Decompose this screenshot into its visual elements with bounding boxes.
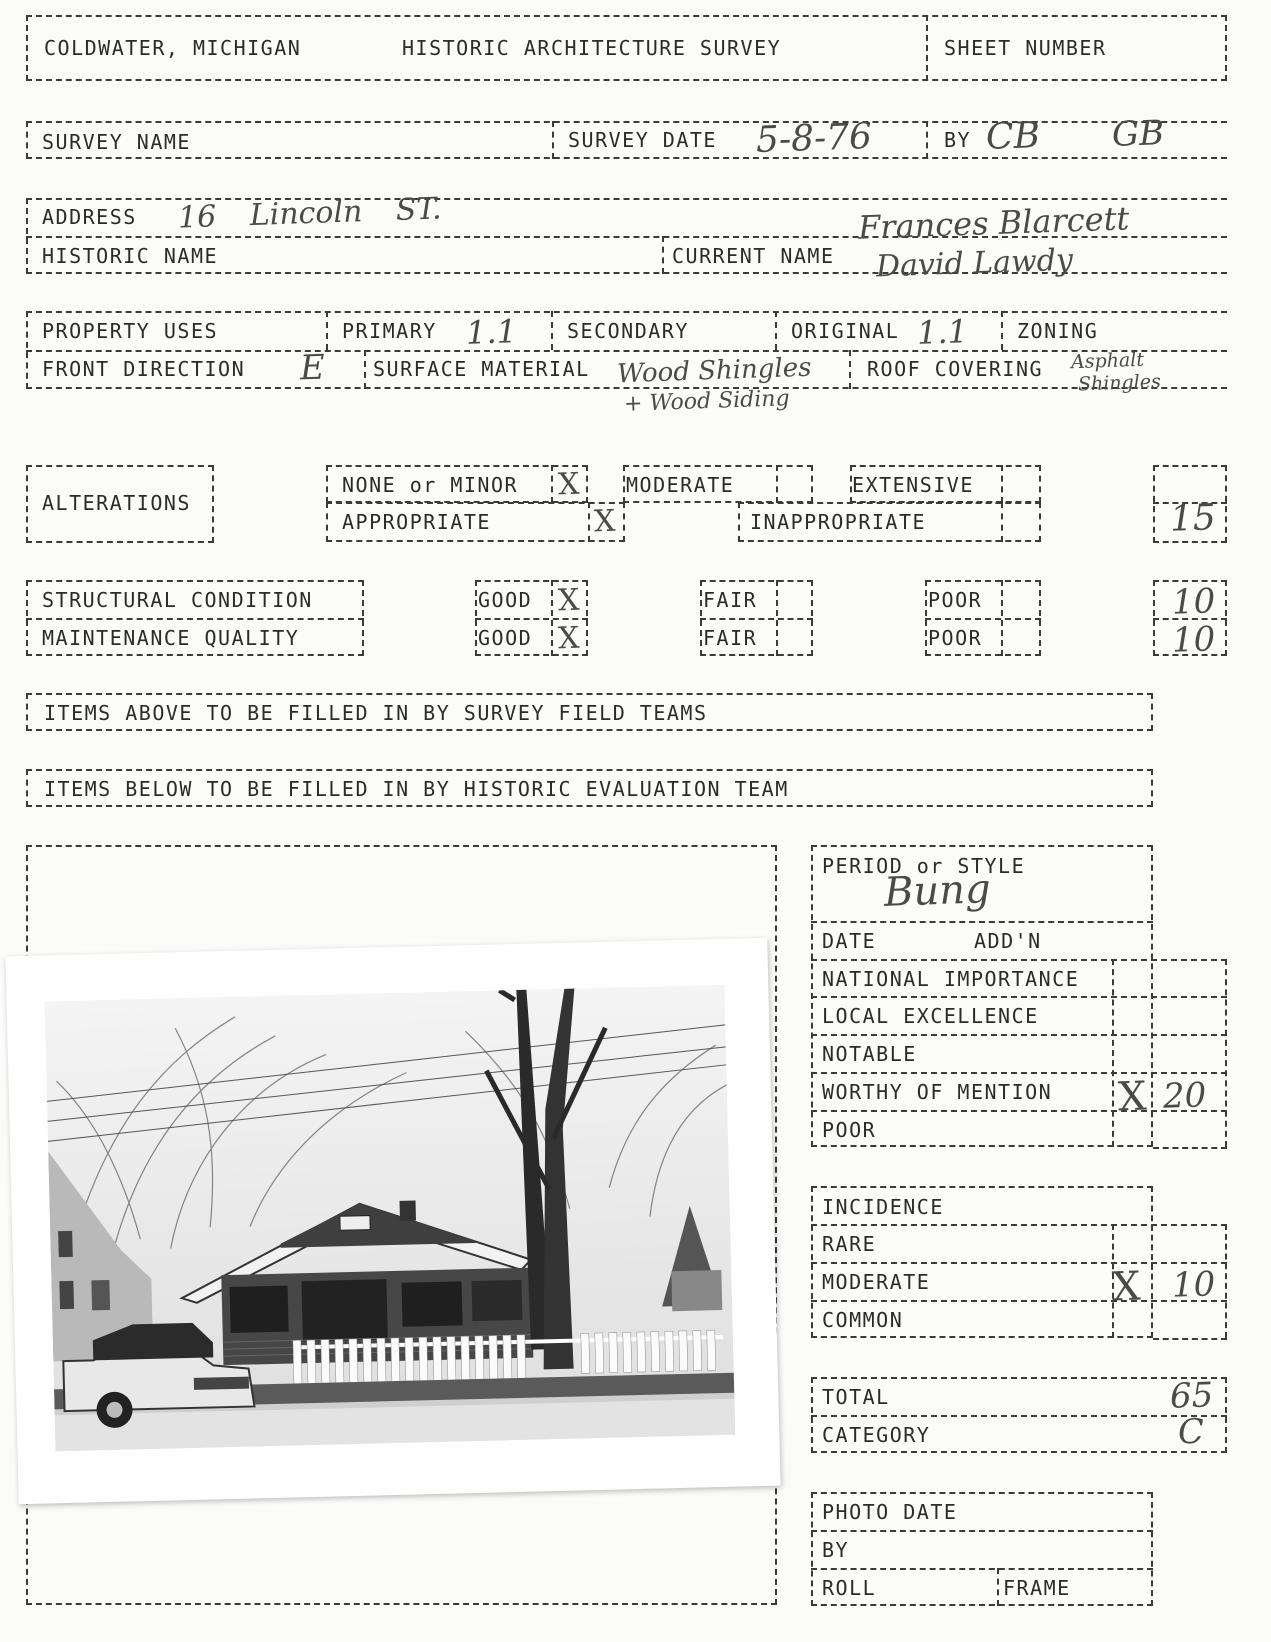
date-label: DATE [822, 929, 877, 953]
none-minor-mark: X [557, 466, 580, 503]
rare-label: RARE [822, 1232, 877, 1256]
worthy-mark: X [1117, 1073, 1148, 1121]
current-name-label: CURRENT NAME [672, 244, 835, 268]
structural-poor-label: POOR [928, 588, 983, 612]
incidence-mark: X [1111, 1263, 1142, 1311]
maintenance-fair-label: FAIR [703, 626, 758, 650]
survey-name-label: SURVEY NAME [42, 130, 191, 154]
structural-fair-label: FAIR [703, 588, 758, 612]
evaluation-poor-label: POOR [822, 1118, 877, 1142]
house-photo-image [45, 985, 736, 1451]
address-label: ADDRESS [42, 205, 137, 229]
moderate-label: MODERATE [626, 473, 735, 497]
alterations-score: 15 [1169, 497, 1217, 540]
structural-good-label: GOOD [478, 588, 533, 612]
national-importance-label: NATIONAL IMPORTANCE [822, 967, 1080, 991]
survey-title: HISTORIC ARCHITECTURE SURVEY [402, 36, 782, 60]
by-value-2: GB [1111, 113, 1165, 155]
zoning-label: ZONING [1017, 319, 1099, 343]
addn-label: ADD'N [974, 929, 1042, 953]
structural-good-mark: X [557, 582, 580, 619]
sheet-number-label: SHEET NUMBER [944, 36, 1107, 60]
category-value: C [1177, 1411, 1205, 1453]
historic-name-label: HISTORIC NAME [42, 244, 219, 268]
structural-score: 10 [1171, 581, 1216, 623]
current-name-value-2: David Lawdy [875, 242, 1074, 285]
maintenance-score: 10 [1171, 619, 1216, 661]
category-label: CATEGORY [822, 1423, 931, 1447]
roll-label: ROLL [822, 1576, 877, 1600]
appropriate-mark: X [593, 503, 616, 540]
photo-date-label: PHOTO DATE [822, 1500, 958, 1524]
roof-covering-value-2: Shingles [1077, 370, 1162, 396]
note-below: ITEMS BELOW TO BE FILLED IN BY HISTORIC EVALUATION TEAM [44, 777, 789, 801]
surface-material-value-1: Wood Shingles [616, 352, 812, 390]
local-excellence-label: LOCAL EXCELLENCE [822, 1004, 1039, 1028]
house-photograph [5, 938, 780, 1504]
surface-material-label: SURFACE MATERIAL [373, 357, 590, 381]
total-label: TOTAL [822, 1385, 890, 1409]
incidence-score: 10 [1171, 1264, 1216, 1306]
address-value: 16 Lincoln ST. [177, 191, 443, 236]
worthy-score: 20 [1162, 1075, 1207, 1117]
maintenance-good-mark: X [557, 620, 580, 657]
maintenance-quality-label: MAINTENANCE QUALITY [42, 626, 300, 650]
primary-value: 1.1 [465, 312, 518, 352]
period-style-label: PERIOD or STYLE [822, 854, 1026, 878]
photo-by-label: BY [822, 1538, 850, 1562]
survey-date-label: SURVEY DATE [568, 128, 717, 152]
alterations-label: ALTERATIONS [42, 491, 191, 515]
roof-covering-label: ROOF COVERING [867, 357, 1044, 381]
extensive-label: EXTENSIVE [852, 473, 974, 497]
note-above: ITEMS ABOVE TO BE FILLED IN BY SURVEY FIELD TEAMS [44, 701, 708, 725]
surface-material-value-2: + Wood Siding [623, 386, 790, 417]
current-name-value-1: Frances Blarcett [857, 199, 1130, 247]
none-minor-label: NONE or MINOR [342, 473, 519, 497]
inappropriate-label: INAPPROPRIATE [750, 510, 927, 534]
original-label: ORIGINAL [791, 319, 900, 343]
roof-covering-value-1: Asphalt [1070, 348, 1145, 374]
original-value: 1.1 [916, 312, 969, 352]
appropriate-label: APPROPRIATE [342, 510, 491, 534]
by-value: CB [985, 115, 1041, 158]
incidence-label: INCIDENCE [822, 1195, 944, 1219]
front-direction-label: FRONT DIRECTION [42, 357, 246, 381]
incidence-moderate-label: MODERATE [822, 1270, 931, 1294]
structural-condition-label: STRUCTURAL CONDITION [42, 588, 313, 612]
maintenance-good-label: GOOD [478, 626, 533, 650]
city-title: COLDWATER, MICHIGAN [44, 36, 302, 60]
by-label: BY [944, 128, 972, 152]
survey-date-value: 5-8-76 [755, 115, 873, 162]
property-uses-label: PROPERTY USES [42, 319, 219, 343]
worthy-of-mention-label: WORTHY OF MENTION [822, 1080, 1053, 1104]
period-style-value: Bung [883, 866, 992, 916]
total-value: 65 [1169, 1375, 1214, 1417]
frame-label: FRAME [1003, 1576, 1071, 1600]
notable-label: NOTABLE [822, 1042, 917, 1066]
maintenance-poor-label: POOR [928, 626, 983, 650]
front-direction-value: E [299, 347, 326, 389]
secondary-label: SECONDARY [567, 319, 689, 343]
common-label: COMMON [822, 1308, 904, 1332]
primary-label: PRIMARY [342, 319, 437, 343]
